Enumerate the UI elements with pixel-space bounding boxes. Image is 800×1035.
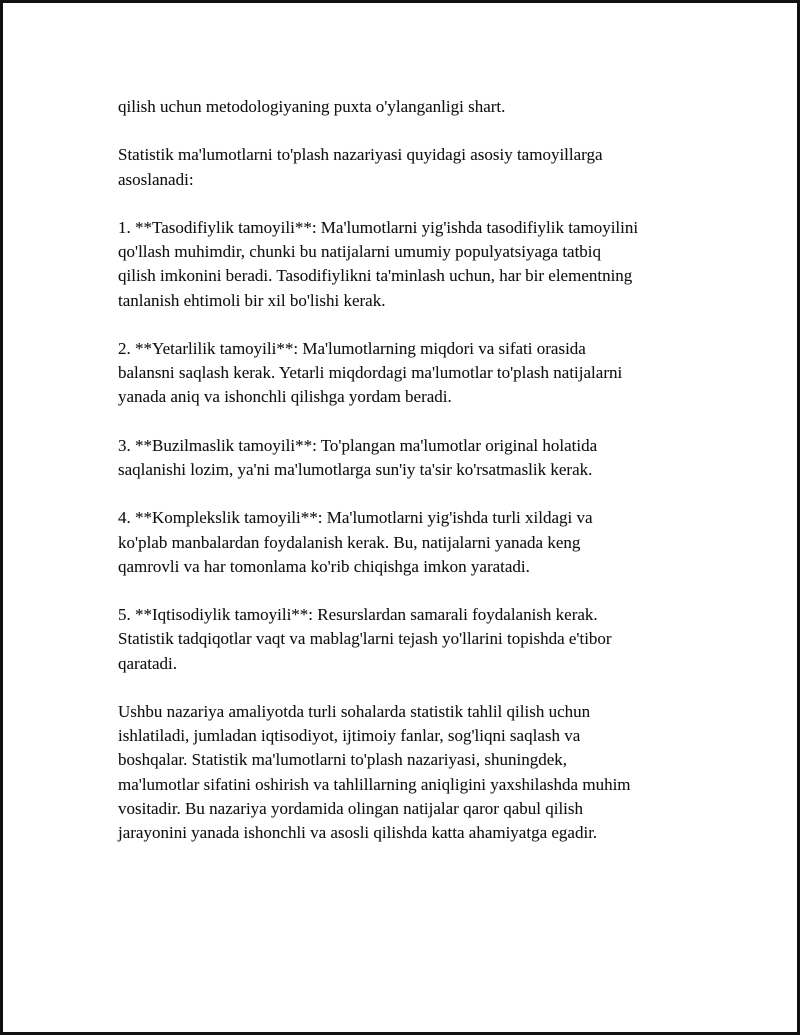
text-line: ko'plab manbalardan foydalanish kerak. Bu, natijalarni yanada keng bbox=[118, 532, 581, 552]
paragraph-principle-sufficiency bbox=[118, 337, 708, 410]
text-line: 2. **Yetarlilik tamoyili**: Ma'lumotlarning miqdori va sifati orasida bbox=[118, 338, 586, 358]
text-line: qaratadi. bbox=[118, 653, 177, 673]
paragraph-principle-economy bbox=[118, 603, 708, 676]
text-line: asoslanadi: bbox=[118, 169, 194, 189]
text-line: Statistik ma'lumotlarni to'plash nazariyasi quyidagi asosiy tamoyillarga bbox=[118, 145, 603, 165]
text-line: jarayonini yanada ishonchli va asosli qilishda katta ahamiyatga egadir. bbox=[118, 822, 598, 842]
text-line: tanlanish ehtimoli bir xil bo'lishi kerak. bbox=[118, 290, 386, 310]
text-line: 3. **Buzilmaslik tamoyili**: To'plangan ma'lumotlar original holatida bbox=[118, 435, 598, 455]
text-line: ma'lumotlar sifatini oshirish va tahlillarning aniqligini yaxshilashda muhim bbox=[118, 774, 631, 794]
text-line: qilish uchun metodologiyaning puxta o'ylanganligi shart. bbox=[118, 97, 506, 116]
text-line: Statistik tadqiqotlar vaqt va mablag'larni tejash yo'llarini topishda e'tibor bbox=[118, 629, 612, 649]
paragraph-conclusion bbox=[118, 700, 708, 845]
paragraph-principle-integrity bbox=[118, 434, 708, 482]
text-line: saqlanishi lozim, ya'ni ma'lumotlarga sun'iy ta'sir ko'rsatmaslik kerak. bbox=[118, 459, 593, 479]
text-line: ishlatiladi, jumladan iqtisodiyot, ijtimoiy fanlar, sog'liqni saqlash va bbox=[118, 726, 581, 746]
paragraph-principle-randomness bbox=[118, 216, 708, 313]
paragraph-principles-intro bbox=[118, 143, 708, 191]
text-line: qo'llash muhimdir, chunki bu natijalarni umumiy populyatsiyaga tatbiq bbox=[118, 242, 602, 262]
text-line: vositadir. Bu nazariya yordamida olingan natijalar qaror qabul qilish bbox=[118, 798, 584, 818]
paragraph-intro-continuation bbox=[118, 95, 708, 119]
text-line: balansni saqlash kerak. Yetarli miqdordagi ma'lumotlar to'plash natijalarni bbox=[118, 363, 623, 383]
text-line: 4. **Komplekslik tamoyili**: Ma'lumotlarni yig'ishda turli xildagi va bbox=[118, 508, 593, 528]
text-line: qamrovli va har tomonlama ko'rib chiqishga imkon yaratadi. bbox=[118, 556, 530, 576]
text-line: yanada aniq va ishonchli qilishga yordam beradi. bbox=[118, 387, 452, 407]
text-line: qilish imkonini beradi. Tasodifiylikni ta'minlash uchun, har bir elementning bbox=[118, 266, 633, 286]
text-line: Ushbu nazariya amaliyotda turli sohalarda statistik tahlil qilish uchun bbox=[118, 701, 591, 721]
paragraph-principle-complexity bbox=[118, 506, 708, 579]
text-line: boshqalar. Statistik ma'lumotlarni to'plash nazariyasi, shuningdek, bbox=[118, 750, 567, 770]
document-body bbox=[118, 95, 708, 869]
text-line: 1. **Tasodifiylik tamoyili**: Ma'lumotlarni yig'ishda tasodifiylik tamoyilini bbox=[118, 217, 639, 237]
text-line: 5. **Iqtisodiylik tamoyili**: Resurslardan samarali foydalanish kerak. bbox=[118, 605, 598, 625]
